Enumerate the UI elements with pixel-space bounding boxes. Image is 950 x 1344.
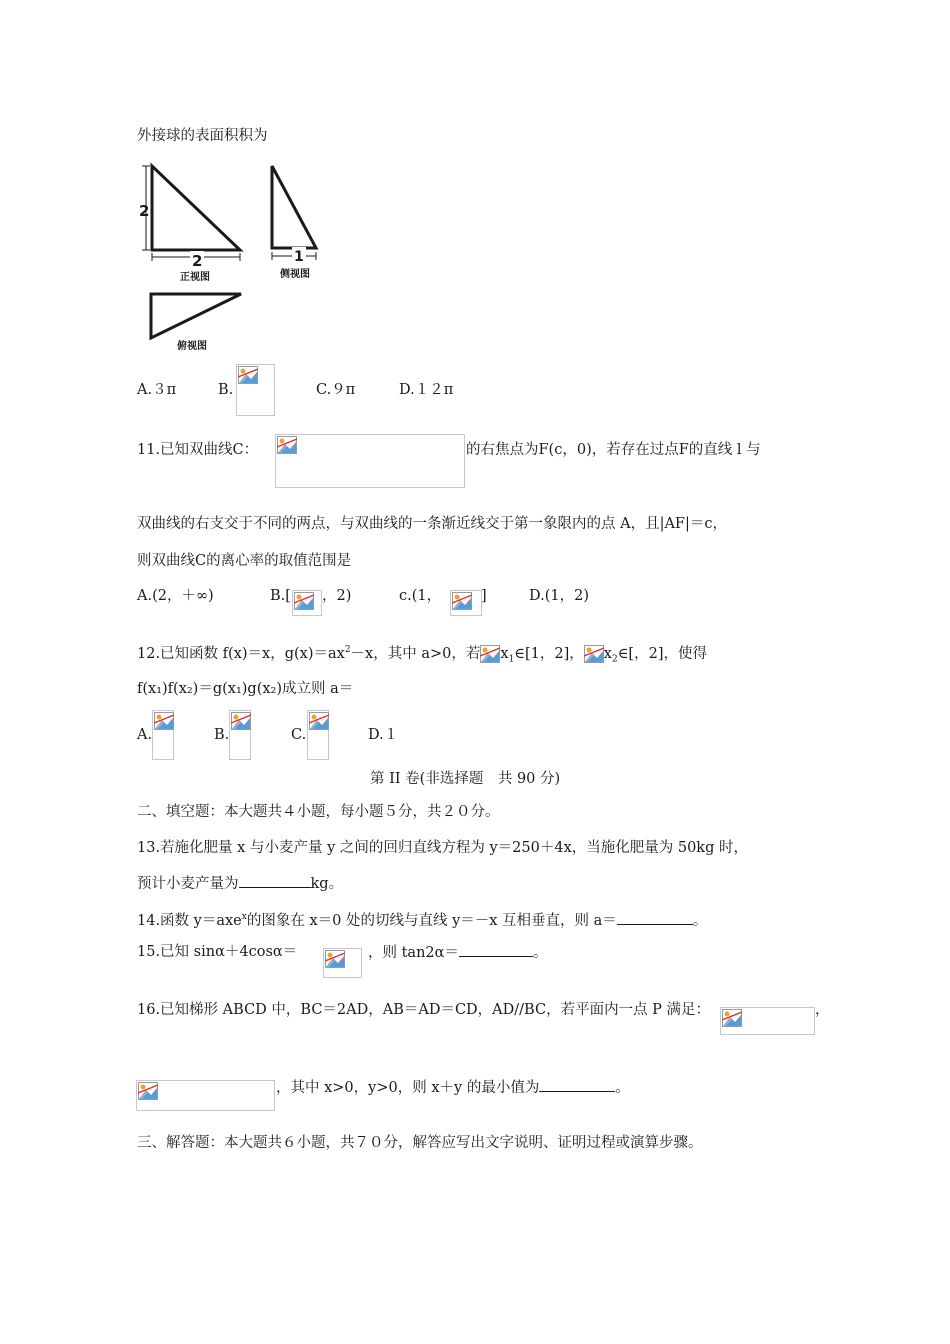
broken-image-icon	[722, 1009, 742, 1027]
q11-line3: 则双曲线C的离心率的取值范围是	[137, 553, 352, 569]
q12-option-b: B.	[214, 727, 230, 743]
part2-section-heading: 二、填空题：本大题共４小题，每小题５分，共２０分。	[137, 804, 500, 820]
q16-vector-condition-image	[720, 1007, 815, 1035]
part3-section-heading: 三、解答题：本大题共６小题，共７０分，解答应写出文字说明、证明过程或演算步骤。	[137, 1135, 703, 1151]
q13-line1: 13.若施化肥量 x 与小麦产量 y 之间的回归直线方程为 y＝250＋4x，当施化肥量为 50kg 时，	[137, 840, 748, 856]
q13-line2-pre: 预计小麦产量为	[137, 876, 239, 892]
q15-value-image	[323, 948, 362, 978]
broken-image-icon	[138, 1082, 158, 1100]
q13-line2	[137, 873, 343, 894]
q16-comma: ，	[815, 1002, 830, 1018]
q13-line2-post: kg。	[310, 876, 344, 892]
broken-image-icon	[154, 712, 174, 730]
q10-option-d: D.１２π	[399, 382, 454, 398]
q12-option-a: A.	[137, 727, 153, 743]
broken-image-icon	[294, 592, 314, 610]
q11-option-b-image	[292, 590, 322, 616]
q15-answer-blank[interactable]	[459, 942, 533, 957]
q11-option-b-post: ，2)	[322, 588, 352, 604]
q14-post: 。	[692, 912, 708, 929]
q16-answer-blank[interactable]	[539, 1077, 615, 1092]
front-view-caption: 正视图	[180, 272, 210, 283]
q12-x1: x	[500, 645, 509, 662]
q12-line1-mid: －x，其中 a>0，若	[350, 645, 481, 662]
q14-mid: 的图象在 x＝0 处的切线与直线 y＝－x 互相垂直，则 a＝	[246, 912, 617, 929]
side-view-caption: 侧视图	[280, 269, 310, 280]
q11-option-a: A.(2，＋∞)	[137, 588, 214, 604]
q11-option-d: D.(1，2)	[529, 588, 589, 604]
q11-line2: 双曲线的右支交于不同的两点，与双曲线的一条渐近线交于第一象限内的点 A，且|AF|＝c，	[137, 516, 728, 532]
top-view-caption: 俯视图	[177, 341, 207, 352]
broken-image-icon	[277, 436, 297, 454]
q12-x2-range: ∈[，2]，使得	[617, 645, 707, 662]
q11-option-c-post: ]	[481, 588, 487, 604]
q16-post: 。	[615, 1080, 630, 1096]
q16-line2-text: ，其中 x>0，y>0，则 x＋y 的最小值为	[276, 1080, 540, 1096]
broken-image-icon	[238, 366, 258, 384]
broken-image-icon	[325, 950, 345, 968]
q16-line1: 16.已知梯形 ABCD 中，BC＝2AD，AB＝AD＝CD，AD//BC，若平面内一点 P 满足：	[137, 1002, 711, 1018]
q12-x2: x	[603, 645, 612, 662]
q15-mid: ，则 tan2α＝	[368, 945, 459, 961]
q16-line2	[276, 1077, 630, 1098]
q12-option-c-image	[307, 710, 329, 760]
front-height-label: 2	[139, 202, 150, 220]
q12-x1-range: ∈[1，2]，	[514, 645, 584, 662]
q12-line2: f(x₁)f(x₂)＝g(x₁)g(x₂)成立则 a＝	[137, 681, 354, 697]
q10-option-c: C.９π	[316, 382, 356, 398]
side-width-label: 1	[294, 249, 304, 265]
q11-line1-prefix: 11.已知双曲线C：	[137, 442, 259, 458]
q12-option-d: D.１	[368, 727, 399, 743]
q11-option-b-pre: B.[	[270, 588, 291, 604]
exists-symbol-image	[584, 645, 604, 663]
q14-line	[137, 907, 707, 931]
q10-option-b: B.	[218, 382, 234, 398]
q10-option-a: A.３π	[137, 382, 177, 398]
q15-rest	[368, 942, 547, 963]
q12-option-a-image	[152, 710, 174, 760]
forall-symbol-image	[480, 645, 500, 663]
q12-x1-sub: 1	[508, 654, 515, 665]
q12-option-b-image	[229, 710, 251, 760]
q14-answer-blank[interactable]	[617, 910, 693, 925]
q11-option-c-image	[450, 590, 482, 616]
q13-answer-blank[interactable]	[239, 873, 311, 888]
q12-option-c: C.	[291, 727, 307, 743]
q14-pre: 14.函数 y＝axe	[137, 912, 242, 929]
q14-sup: x	[241, 912, 247, 922]
q10-intro: 外接球的表面积积为	[137, 128, 268, 144]
q16-vector-equation-image	[136, 1080, 275, 1111]
q12-line1	[137, 640, 707, 670]
broken-image-icon	[452, 592, 472, 610]
q11-line1-suffix: 的右焦点为F(c，0)，若存在过点F的直线 l 与	[466, 442, 761, 458]
q12-x2-sub: 2	[611, 654, 618, 665]
q12-line1-pre: 12.已知函数 f(x)＝x，g(x)＝ax	[137, 645, 345, 662]
part2-title: 第 II 卷(非选择题 共 90 分)	[370, 771, 561, 787]
q11-option-c-pre: c.(1，	[399, 588, 442, 604]
q12-line1-sup: 2	[344, 645, 351, 655]
q15-pre: 15.已知 sinα＋4cosα＝	[137, 944, 298, 960]
front-width-label: 2	[192, 252, 203, 270]
q10-option-b-image	[236, 364, 275, 416]
q15-post: 。	[532, 945, 548, 961]
broken-image-icon	[309, 712, 329, 730]
q11-hyperbola-equation-image	[275, 434, 465, 488]
broken-image-icon	[231, 712, 251, 730]
